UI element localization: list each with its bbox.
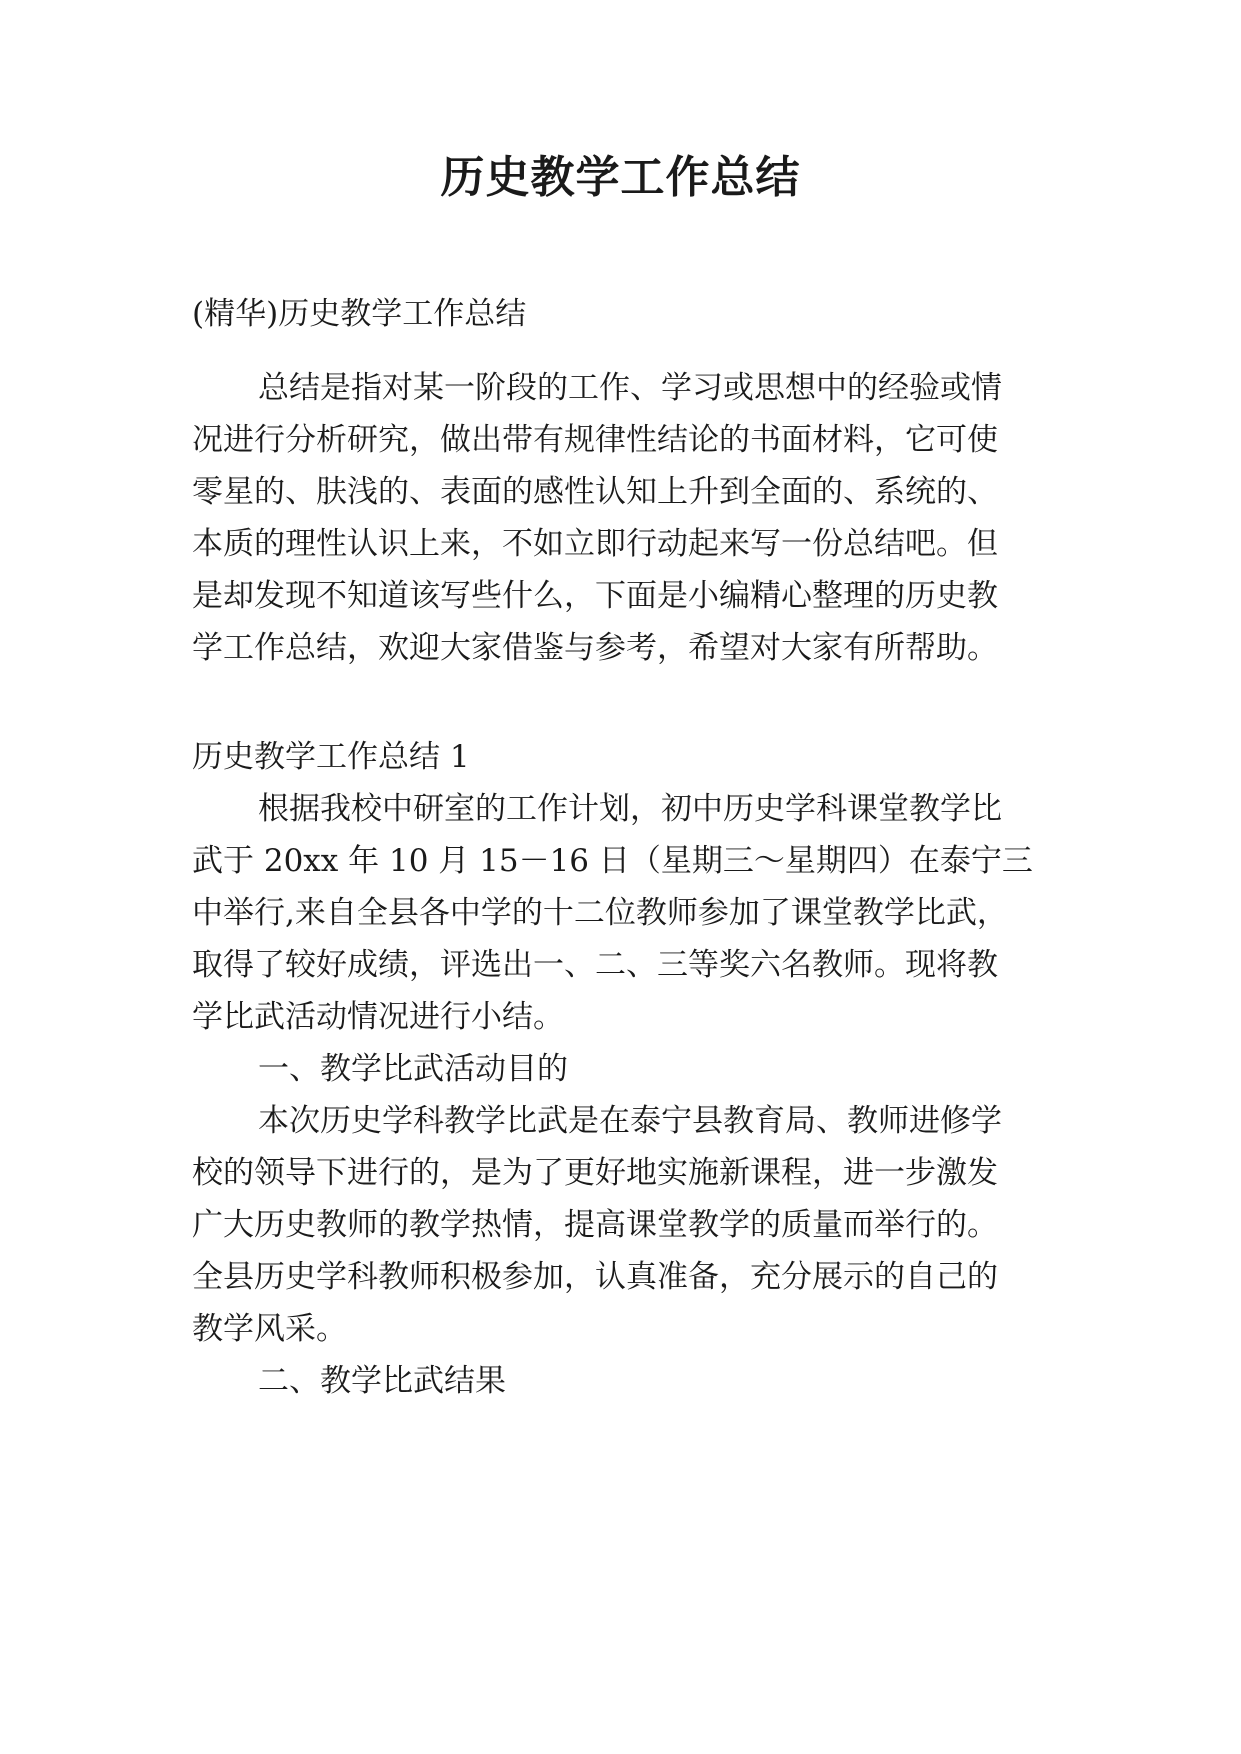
intro-line: 况进行分析研究，做出带有规律性结论的书面材料，它可使 <box>192 422 998 458</box>
body-line: 广大历史教师的教学热情，提高课堂教学的质量而举行的。 <box>192 1207 998 1243</box>
intro-line: 是却发现不知道该写些什么，下面是小编精心整理的历史教 <box>192 578 998 614</box>
body-line: 本次历史学科教学比武是在泰宁县教育局、教师进修学 <box>258 1103 1002 1139</box>
document-subtitle: (精华)历史教学工作总结 <box>192 296 527 332</box>
intro-line: 总结是指对某一阶段的工作、学习或思想中的经验或情 <box>258 370 1002 406</box>
body-line: 全县历史学科教师积极参加，认真准备，充分展示的自己的 <box>192 1259 998 1295</box>
intro-line: 本质的理性认识上来，不如立即行动起来写一份总结吧。但 <box>192 526 998 562</box>
body-line: 中举行,来自全县各中学的十二位教师参加了课堂教学比武， <box>192 895 1008 931</box>
document-title: 历史教学工作总结 <box>440 152 801 203</box>
intro-line: 零星的、肤浅的、表面的感性认知上升到全面的、系统的、 <box>192 474 998 510</box>
body-line: 根据我校中研室的工作计划，初中历史学科课堂教学比 <box>258 791 1002 827</box>
body-line: 教学风采。 <box>192 1311 347 1347</box>
section-heading: 历史教学工作总结 1 <box>192 739 470 775</box>
body-line: 武于 20xx 年 10 月 15－16 日（星期三～星期四）在泰宁三 <box>192 843 1033 879</box>
subsection-heading: 一、教学比武活动目的 <box>258 1051 568 1087</box>
subsection-heading: 二、教学比武结果 <box>258 1363 506 1399</box>
body-line: 校的领导下进行的，是为了更好地实施新课程，进一步激发 <box>192 1155 998 1191</box>
body-line: 学比武活动情况进行小结。 <box>192 999 564 1035</box>
intro-line: 学工作总结，欢迎大家借鉴与参考，希望对大家有所帮助。 <box>192 630 998 666</box>
body-line: 取得了较好成绩，评选出一、二、三等奖六名教师。现将教 <box>192 947 998 983</box>
